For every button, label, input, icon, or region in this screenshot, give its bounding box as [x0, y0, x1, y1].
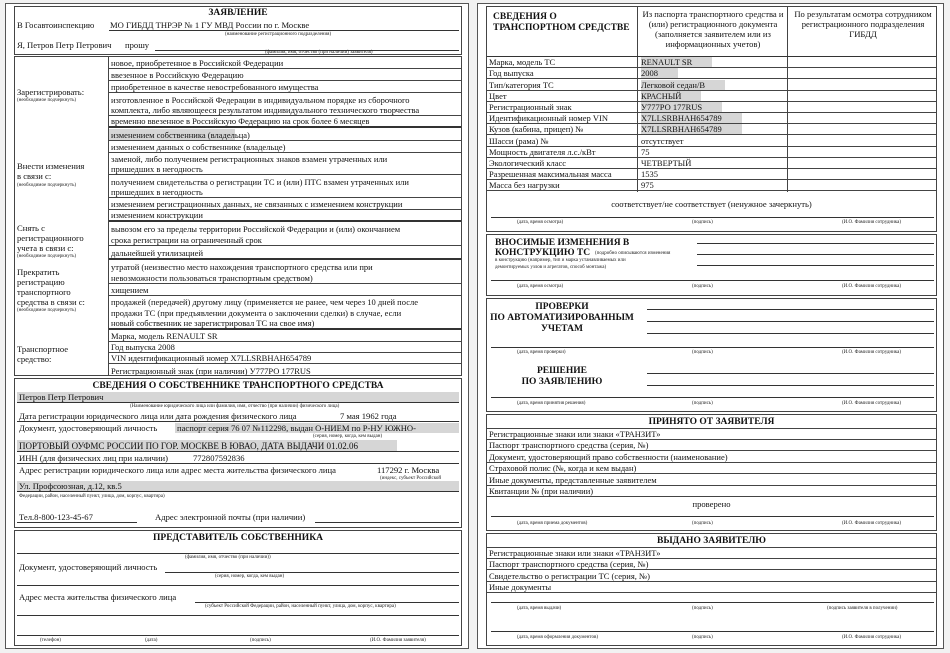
- accepted-item-row: Страховой полис (№, когда и кем выдан): [487, 463, 937, 475]
- applicant-suffix: прошу: [125, 40, 150, 50]
- accepted-item-row: Документ, удостоверяющий право собственности (наименование): [487, 451, 937, 463]
- changes-option[interactable]: получением свидетельства о регистрации ТС и (или) ПТС взамен утраченных или: [111, 177, 409, 187]
- representative-name-caption: (фамилия, имя, отчество (при наличии)): [185, 555, 271, 560]
- deregister-option[interactable]: вывозом его за пределы территории Российской Федерации и (или) окончанием: [111, 224, 401, 234]
- vehicle-info-value: У777РО 177RUS: [641, 102, 722, 112]
- vehicle-info-value: X7LLSRBHAH654789: [641, 113, 742, 123]
- issued-item-row: Паспорт транспортного средства (серия, №): [487, 559, 937, 571]
- vehicle-info-key: Идентификационный номер VIN: [489, 113, 608, 124]
- vehicle-info-key: Шасси (рама) №: [489, 135, 549, 146]
- changes-option[interactable]: изменением данных о собственнике (владельце): [109, 141, 461, 153]
- info-name-caption: (И.О. Фамилия сотрудника): [842, 220, 902, 225]
- vehicle-info-row: [487, 180, 937, 191]
- terminate-option[interactable]: невозможности пользоваться транспортным средством): [109, 272, 461, 284]
- checks-signature-caption: (подпись): [692, 350, 713, 355]
- owner-title: СВЕДЕНИЯ О СОБСТВЕННИКЕ ТРАНСПОРТНОГО СРЕДСТВА: [92, 381, 384, 391]
- application-page-right: [477, 3, 944, 649]
- vehicle-info-key: Марка, модель ТС: [489, 57, 556, 68]
- vehicle-info-key: Год выпуска: [489, 68, 534, 79]
- vehicle-info-row: [487, 158, 937, 169]
- issued-item-row: Регистрационные знаки или знаки «ТРАНЗИТ»: [487, 547, 937, 559]
- vehicle-info-row: [487, 79, 937, 90]
- application-page-left: [5, 3, 469, 649]
- vehicle-info-value: ЧЕТВЕРТЫЙ: [641, 157, 692, 168]
- terminate-option[interactable]: хищением: [109, 284, 461, 296]
- vehicle-info-key: Кузов (кабина, прицеп) №: [489, 124, 584, 135]
- owner-date-prefix: Дата регистрации юридического лица или дата рождения физического лица: [19, 411, 297, 421]
- applicant-prefix: Я,: [17, 40, 25, 50]
- vehicle-info-key: Масса без нагрузки: [489, 180, 560, 191]
- accepted-name-caption: (И.О. Фамилия сотрудника): [842, 521, 902, 526]
- construction-signature-caption: (подпись): [692, 284, 713, 289]
- accepted-item-row: Квитанции № (при наличии): [487, 486, 937, 498]
- changes-option-selected[interactable]: изменением собственника (владельца): [109, 129, 461, 141]
- owner-doc-value-2: ПОРТОВЫЙ ОУФМС РОССИИ ПО ГОР. МОСКВЕ В ЮВАО, ДАТА ВЫДАЧИ 01.02.06: [19, 441, 358, 451]
- issued-block: [486, 533, 937, 646]
- vehicle-info-value: X7LLSRBHAH654789: [641, 124, 742, 134]
- accepted-date-caption: (дата, время приема документов): [517, 521, 588, 526]
- changes-label: Внести изменения: [17, 161, 85, 171]
- decision-date-caption: (дата, время принятия решения): [517, 401, 586, 406]
- owner-name: Петров Петр Петрович: [19, 392, 104, 402]
- representative-block: [14, 530, 462, 646]
- vehicle-info-value: 75: [641, 146, 650, 157]
- accepted-item-row: Паспорт транспортного средства (серия, №): [487, 440, 937, 452]
- info-signature-caption: (подпись): [692, 220, 713, 225]
- deregister-label: Снять с: [17, 223, 45, 233]
- vehicle-info-key: Разрешенная максимальная масса: [489, 169, 612, 180]
- conformity-text: соответствует/не соответствует (ненужное зачеркнуть): [611, 199, 812, 209]
- vehicle-info-row: [487, 68, 937, 79]
- actions-block: [14, 56, 462, 376]
- vehicle-model-row: Марка, модель RENAULT SR: [109, 331, 461, 342]
- deregister-label-3: учета в связи с:: [17, 243, 74, 253]
- vehicle-info-row: [487, 135, 937, 146]
- vehicle-info-value: отсутствует: [641, 135, 684, 146]
- vehicle-info-key: Цвет: [489, 90, 507, 101]
- vehicle-info-block: [486, 6, 937, 232]
- vehicle-label-2: средство:: [17, 354, 52, 364]
- terminate-note: (необходимое подчеркнуть): [17, 308, 77, 313]
- owner-address-prefix: Адрес регистрации юридического лица или адрес места жительства физического лица: [19, 465, 336, 475]
- representative-doc-label: Документ, удостоверяющий личность: [19, 562, 158, 572]
- accepted-item-row: Регистрационные знаки или знаки «ТРАНЗИТ»: [487, 428, 937, 440]
- register-option[interactable]: изготовленное в Российской Федерации в индивидуальном порядке из сборочного: [111, 95, 410, 105]
- accepted-block: [486, 414, 937, 531]
- changes-label-2: в связи с:: [17, 171, 52, 181]
- vehicle-info-row: [487, 57, 937, 68]
- terminate-option[interactable]: продажи ТС (при предъявлении документа о заключении сделки) в случае, если: [111, 308, 402, 318]
- owner-address-caption: (индекс, субъект Российской: [380, 476, 442, 481]
- vehicle-info-row: [487, 113, 937, 124]
- construction-changes-block: [486, 234, 937, 296]
- checks-title-2: ПО АВТОМАТИЗИРОВАННЫМ: [490, 313, 634, 323]
- sign-signature-caption: (подпись): [250, 638, 271, 643]
- changes-option[interactable]: изменением конструкции: [109, 210, 461, 222]
- register-option[interactable]: временно ввезенное в Российскую Федерацию на срок более 6 месяцев: [109, 116, 461, 128]
- owner-inn-prefix: ИНН (для физических лиц при наличии): [19, 453, 168, 463]
- owner-doc-value: паспорт серия 76 07 №112298, выдан О-НИЕМ по Р-НУ ЮЖНО-: [177, 423, 417, 433]
- sign-phone-caption: (телефон): [40, 638, 61, 643]
- terminate-option[interactable]: утратой (неизвестно место нахождения транспортного средства или при: [111, 262, 373, 272]
- owner-doc-caption: (серия, номер, когда, кем выдан): [313, 434, 383, 439]
- vehicle-info-key: Регистрационный знак: [489, 101, 572, 112]
- changes-option[interactable]: пришедших в негодность: [109, 164, 461, 175]
- terminate-option[interactable]: новый собственник не зарегистрировал ТС на свое имя): [109, 318, 461, 330]
- accepted-title: ПРИНЯТО ОТ ЗАЯВИТЕЛЯ: [648, 417, 775, 427]
- checks-date-caption: (дата, время проверки): [517, 350, 566, 355]
- issued-item-row: Иные документы: [487, 582, 937, 594]
- info-date-caption: (дата, время осмотра): [517, 220, 564, 225]
- issued-date-caption: (дата, время выдачи): [517, 606, 562, 611]
- inspection-value: МО ГИБДД ТНРЭР № 1 ГУ МВД России по г. Москве: [110, 20, 310, 30]
- vehicle-year-row: Год выпуска 2008: [109, 342, 461, 353]
- inspection-caption: (наименование регистрационного подразделения): [225, 32, 332, 37]
- decision-name-caption: (И.О. Фамилия сотрудника): [842, 401, 902, 406]
- terminate-option[interactable]: продажей (передачей) другому лицу (применяется не ранее, чем через 10 дней после: [111, 297, 418, 307]
- terminate-label: Прекратить: [17, 267, 60, 277]
- terminate-label-3: транспортного: [17, 287, 71, 297]
- deregister-option[interactable]: дальнейшей утилизацией: [109, 246, 461, 260]
- checks-title: ПРОВЕРКИ: [535, 302, 589, 312]
- deregister-option[interactable]: срока регистрации на ограниченный срок: [109, 234, 461, 246]
- checks-name-caption: (И.О. Фамилия сотрудника): [842, 350, 902, 355]
- construction-note-3: демонтируемых узлов и агрегатов, способ монтажа): [495, 265, 607, 270]
- changes-option[interactable]: заменой, либо получением регистрационных знаков взамен утраченных или: [111, 154, 388, 164]
- processing-name-caption: (И.О. Фамилия сотрудника): [842, 635, 902, 640]
- terminate-label-2: регистрацию: [17, 277, 65, 287]
- owner-phone: Тел.8-800-123-45-67: [19, 512, 93, 522]
- register-option[interactable]: новое, приобретенное в Российской Федерации: [109, 57, 461, 69]
- sign-name-caption: (И.О. Фамилия заявителя): [370, 638, 426, 643]
- issued-signature-caption: (подпись): [692, 606, 713, 611]
- vehicle-info-value: Легковой седан/В: [641, 80, 725, 90]
- inspection-prefix: В Госавтоинспекцию: [17, 20, 95, 30]
- changes-note: (необходимое подчеркнуть): [17, 183, 77, 188]
- checks-block: [486, 298, 937, 412]
- vehicle-info-value: КРАСНЫЙ: [641, 91, 701, 101]
- decision-title: РЕШЕНИЕ: [536, 366, 588, 376]
- construction-name-caption: (И.О. Фамилия сотрудника): [842, 284, 902, 289]
- representative-address-label: Адрес места жительства физического лица: [19, 592, 177, 602]
- issued-title: ВЫДАНО ЗАЯВИТЕЛЮ: [657, 536, 766, 546]
- applicant-caption: (фамилия, имя, отчество (при наличии) заявителя): [265, 50, 373, 55]
- vehicle-info-value: RENAULT SR: [641, 57, 712, 67]
- vehicle-info-value: 2008: [641, 68, 678, 78]
- owner-address-value: 117292 г. Москва: [377, 465, 440, 475]
- vehicle-info-row: [487, 147, 937, 158]
- sign-date-caption: (дата): [145, 638, 158, 643]
- owner-date-value: 7 мая 1962 года: [340, 411, 397, 421]
- info-col3-title: По результатам осмотра сотрудником регистрационного подразделения ГИБДД: [794, 9, 932, 39]
- owner-address-value-2: Ул. Профсоюзная, д.12, кв.5: [19, 481, 122, 491]
- register-note: (необходимое подчеркнуть): [17, 98, 77, 103]
- decision-signature-caption: (подпись): [692, 401, 713, 406]
- construction-date-caption: (дата, время осмотра): [517, 284, 564, 289]
- vehicle-info-row: [487, 169, 937, 180]
- vehicle-info-row: [487, 91, 937, 102]
- accepted-signature-caption: (подпись): [692, 521, 713, 526]
- vehicle-info-key: Экологический класс: [489, 157, 567, 168]
- register-option[interactable]: ввезенное в Российскую Федерацию: [109, 69, 461, 81]
- application-header: [14, 6, 462, 55]
- vehicle-info-key: Тип/категория ТС: [489, 79, 554, 90]
- owner-block: [14, 378, 462, 528]
- vehicle-plate-row: Регистрационный знак (при наличии) У777РО 177RUS: [111, 366, 311, 376]
- deregister-note: (необходимое подчеркнуть): [17, 254, 77, 259]
- changes-option[interactable]: пришедших в негодность: [109, 187, 461, 198]
- checks-title-3: УЧЕТАМ: [541, 324, 583, 334]
- vehicle-info-value: 1535: [641, 169, 658, 180]
- owner-address-caption-2: Федерации, район, населенный пункт, улица, дом, корпус, квартира): [19, 494, 165, 499]
- application-title: ЗАЯВЛЕНИЕ: [208, 8, 268, 18]
- decision-title-2: ПО ЗАЯВЛЕНИЮ: [521, 377, 603, 387]
- construction-title: ВНОСИМЫЕ ИЗМЕНЕНИЯ В: [495, 238, 630, 248]
- accepted-item-row: Иные документы, представленные заявителем: [487, 474, 937, 486]
- representative-doc-caption: (серия, номер, когда, кем выдан): [215, 574, 285, 579]
- info-col2-title: Из паспорта транспортного средства и (или) регистрационного документа (заполняется заявителем или из информационных учетов): [642, 9, 784, 49]
- info-col1-title: СВЕДЕНИЯ О ТРАНСПОРТНОМ СРЕДСТВЕ: [493, 12, 630, 33]
- representative-address-caption: (субъект Российской Федерации, район, населенный пункт, улица, дом, корпус, квартира): [205, 604, 396, 609]
- register-option[interactable]: комплекта, либо являющееся результатом индивидуального технического творчества: [109, 105, 461, 116]
- vehicle-label: Транспортное: [17, 344, 69, 354]
- register-label: Зарегистрировать:: [17, 87, 85, 97]
- deregister-label-2: регистрационного: [17, 233, 84, 243]
- processing-signature-caption: (подпись): [692, 635, 713, 640]
- representative-title: ПРЕДСТАВИТЕЛЬ СОБСТВЕННИКА: [153, 533, 323, 543]
- owner-email-label: Адрес электронной почты (при наличии): [155, 512, 306, 522]
- vehicle-info-value: 975: [641, 180, 654, 191]
- vehicle-info-row: [487, 124, 937, 135]
- vehicle-info-key: Мощность двигателя л.с./кВт: [489, 146, 596, 157]
- issued-item-row: Свидетельство о регистрации ТС (серия, №): [487, 570, 937, 582]
- owner-name-caption: (Наименование юридического лица или фамилия, имя, отчество (при наличии) физического лица): [130, 404, 340, 409]
- construction-note: (подробно описываются изменения: [595, 251, 671, 256]
- register-option[interactable]: приобретенное в качестве невостребованного имущества: [109, 81, 461, 93]
- processing-date-caption: (дата, время оформления документов): [517, 635, 599, 640]
- owner-inn-value: 772807592836: [193, 453, 245, 463]
- terminate-label-4: средства в связи с:: [17, 297, 85, 307]
- changes-option[interactable]: изменением регистрационных данных, не связанных с изменением конструкции: [109, 198, 461, 210]
- accepted-checked: проверено: [692, 499, 731, 509]
- construction-note-2: в конструкцию (например, тип и марка устанавливаемых или: [495, 258, 626, 263]
- vehicle-vin-row: VIN идентификационный номер X7LLSRBHAH654789: [109, 353, 461, 364]
- owner-doc-prefix: Документ, удостоверяющий личность: [19, 423, 158, 433]
- construction-title-2: КОНСТРУКЦИЮ ТС: [495, 248, 591, 258]
- issued-receipt-caption: (подпись заявителя в получении): [827, 606, 898, 611]
- vehicle-info-row: [487, 102, 937, 113]
- applicant-name: Петров Петр Петрович: [27, 40, 112, 50]
